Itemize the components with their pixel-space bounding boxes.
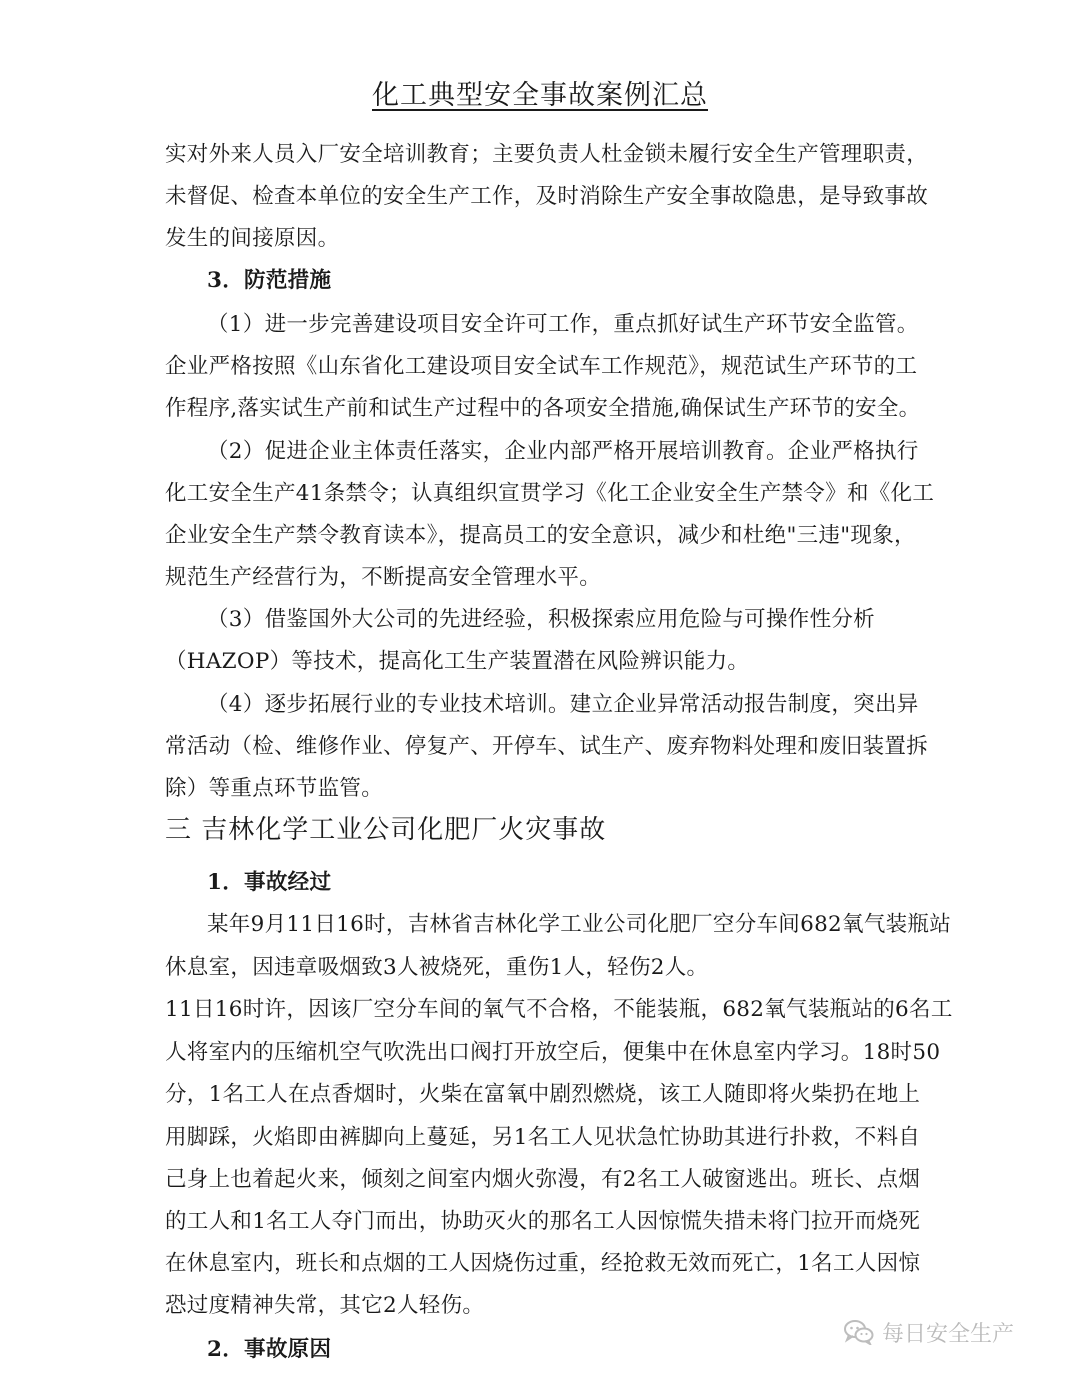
paragraph-line: 作程序,落实试生产前和试生产过程中的各项安全措施,确保试生产环节的安全。 <box>165 396 921 421</box>
paragraph-line: 11日16时许，因该厂空分车间的氧气不合格，不能装瓶，682氧气装瓶站的6名工 <box>165 997 953 1022</box>
paragraph-line: 休息室，因违章吸烟致3人被烧死，重伤1人，轻伤2人。 <box>165 955 709 980</box>
paragraph-line: 化工安全生产41条禁令；认真组织宣贯学习《化工企业安全生产禁令》和《化工 <box>165 481 935 506</box>
paragraph-line: 未督促、检查本单位的安全生产工作，及时消除生产安全事故隐患，是导致事故 <box>165 184 929 209</box>
paragraph-line: 用脚踩，火焰即由裤脚向上蔓延，另1名工人见状急忙协助其进行扑救，不料自 <box>165 1125 921 1150</box>
paragraph-line: 除）等重点环节监管。 <box>165 776 384 801</box>
section-heading: 3．防范措施 <box>207 268 332 293</box>
paragraph-line: （4）逐步拓展行业的专业技术培训。建立企业异常活动报告制度，突出异 <box>207 692 919 717</box>
paragraph-line: 企业严格按照《山东省化工建设项目安全试车工作规范》，规范试生产环节的工 <box>165 354 918 379</box>
paragraph-line: 在休息室内，班长和点烟的工人因烧伤过重，经抢救无效而死亡，1名工人因惊 <box>165 1251 921 1276</box>
wechat-icon <box>844 1319 874 1345</box>
paragraph-line: 实对外来人员入厂安全培训教育；主要负责人杜金锁未履行安全生产管理职责， <box>165 142 929 167</box>
watermark <box>844 1316 1014 1348</box>
paragraph-line: （1）进一步完善建设项目安全许可工作，重点抓好试生产环节安全监管。 <box>207 312 919 337</box>
paragraph-line: 人将室内的压缩机空气吹洗出口阀打开放空后，便集中在休息室内学习。18时50 <box>165 1040 941 1065</box>
paragraph-line: 常活动（检、维修作业、停复产、开停车、试生产、废弃物料处理和废旧装置拆 <box>165 734 929 759</box>
section-heading: 2．事故原因 <box>207 1337 332 1362</box>
paragraph-line: 恐过度精神失常，其它2人轻伤。 <box>165 1293 485 1318</box>
paragraph-line: 企业安全生产禁令教育读本》，提高员工的安全意识，减少和杜绝"三违"现象， <box>165 523 916 548</box>
paragraph-line: 己身上也着起火来，倾刻之间室内烟火弥漫，有2名工人破窗逃出。班长、点烟 <box>165 1167 921 1192</box>
paragraph-line: （2）促进企业主体责任落实，企业内部严格开展培训教育。企业严格执行 <box>207 439 919 464</box>
paragraph-line: 某年9月11日16时，吉林省吉林化学工业公司化肥厂空分车间682氧气装瓶站 <box>207 912 952 937</box>
page-title: 化工典型安全事故案例汇总 <box>372 80 708 111</box>
section-heading: 1．事故经过 <box>207 870 332 895</box>
paragraph-line: 的工人和1名工人夺门而出，协助灭火的那名工人因惊慌失措未将门拉开而烧死 <box>165 1209 921 1234</box>
paragraph-line: （HAZOP）等技术，提高化工生产装置潜在风险辨识能力。 <box>165 649 750 674</box>
chapter-heading: 三 吉林化学工业公司化肥厂火灾事故 <box>165 815 607 845</box>
paragraph-line: 分，1名工人在点香烟时，火柴在富氧中剧烈燃烧，该工人随即将火柴扔在地上 <box>165 1082 921 1107</box>
watermark-text: 每日安全生产 <box>882 1321 1015 1347</box>
paragraph-line: 规范生产经营行为，不断提高安全管理水平。 <box>165 565 602 590</box>
paragraph-line: （3）借鉴国外大公司的先进经验，积极探索应用危险与可操作性分析 <box>207 607 875 632</box>
paragraph-line: 发生的间接原因。 <box>165 226 340 251</box>
